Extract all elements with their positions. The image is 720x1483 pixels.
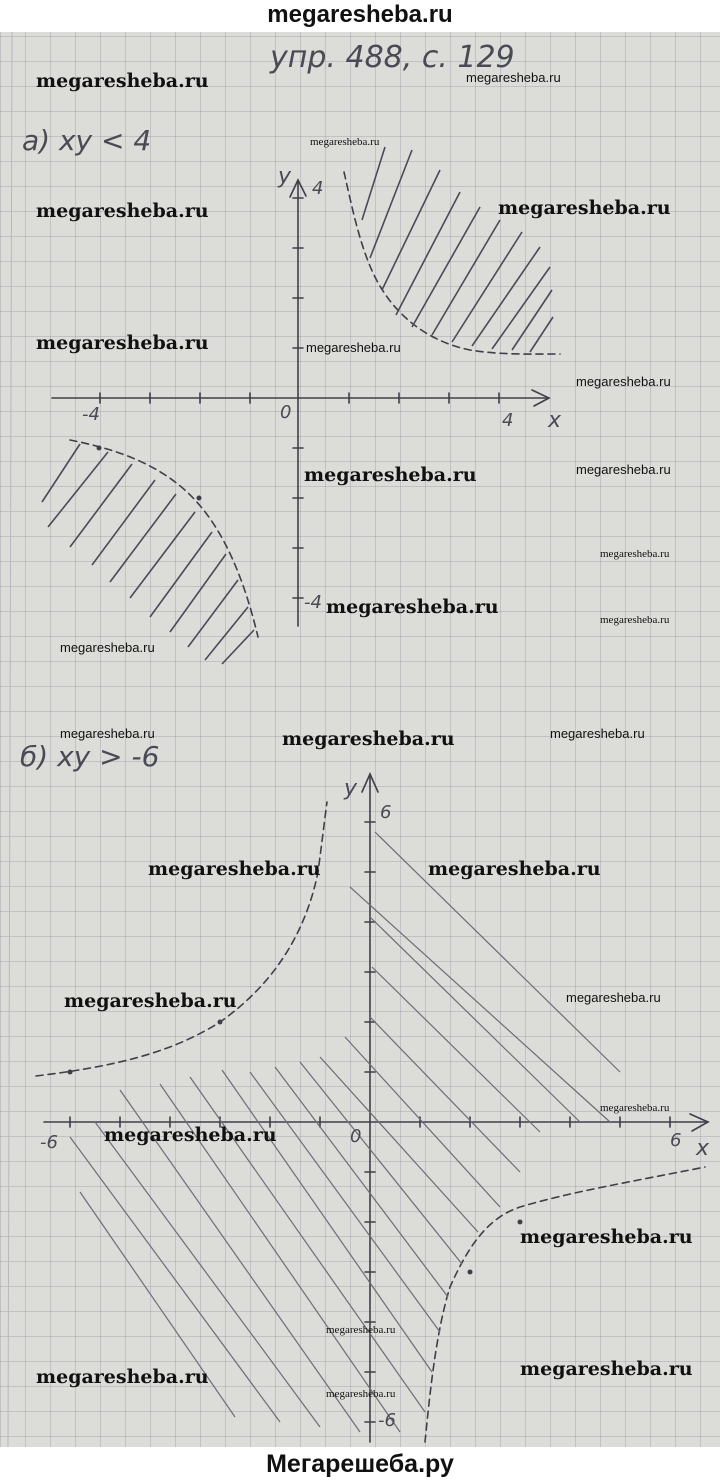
part-a-tick-y-pos: 4 [312,178,324,199]
watermark: megaresheba.ru [550,726,645,741]
watermark: megaresheba.ru [310,136,380,148]
part-a-tick-y-neg: -4 [304,592,322,613]
watermark: megaresheba.ru [36,1366,209,1388]
part-b-tick-x-pos: 6 [670,1130,682,1151]
watermark: megaresheba.ru [64,990,237,1012]
margin-line [8,32,12,1447]
exercise-title: упр. 488, с. 129 [270,40,515,75]
notebook-page [0,32,720,1447]
watermark: megaresheba.ru [36,332,209,354]
watermark: megaresheba.ru [282,728,455,750]
part-a-axis-x-label: x [548,408,562,433]
part-a-origin: 0 [280,402,292,423]
watermark: megaresheba.ru [520,1226,693,1248]
watermark: megaresheba.ru [306,340,401,355]
watermark: megaresheba.ru [498,197,671,219]
part-b-tick-y-neg: -6 [378,1410,396,1431]
watermark: megaresheba.ru [520,1358,693,1380]
watermark: megaresheba.ru [60,640,155,655]
watermark: megaresheba.ru [326,1388,396,1400]
watermark: megaresheba.ru [428,858,601,880]
part-a-tick-x-neg: -4 [82,404,100,425]
site-footer: Мегарешеба.ру [0,1447,720,1483]
watermark: megaresheba.ru [576,462,671,477]
watermark: megaresheba.ru [60,726,155,741]
part-b-tick-x-neg: -6 [40,1132,58,1153]
watermark: megaresheba.ru [148,858,321,880]
watermark: megaresheba.ru [600,614,670,626]
watermark: megaresheba.ru [576,374,671,389]
graph-a-hatching-bottom [42,444,254,664]
watermark: megaresheba.ru [36,70,209,92]
part-a-label: а) xy < 4 [22,124,152,157]
watermark: megaresheba.ru [104,1124,277,1146]
part-b-tick-y-pos: 6 [380,802,392,823]
graph-a-points [97,446,202,501]
watermark: megaresheba.ru [466,70,561,85]
watermark: megaresheba.ru [326,1324,396,1336]
watermark: megaresheba.ru [600,548,670,560]
watermark: megaresheba.ru [326,596,499,618]
graph-a-hatching-top [362,147,553,352]
watermark: megaresheba.ru [304,464,477,486]
part-b-axis-x-label: x [696,1136,710,1161]
watermark: megaresheba.ru [36,200,209,222]
part-a-tick-x-pos: 4 [502,410,514,431]
part-a-axis-y-label: y [278,164,292,189]
part-b-label: б) xy > -6 [20,740,160,773]
part-b-origin: 0 [350,1126,362,1147]
watermark: megaresheba.ru [600,1102,670,1114]
watermark: megaresheba.ru [566,990,661,1005]
site-header: megaresheba.ru [0,0,720,32]
part-b-axis-y-label: y [344,776,358,801]
